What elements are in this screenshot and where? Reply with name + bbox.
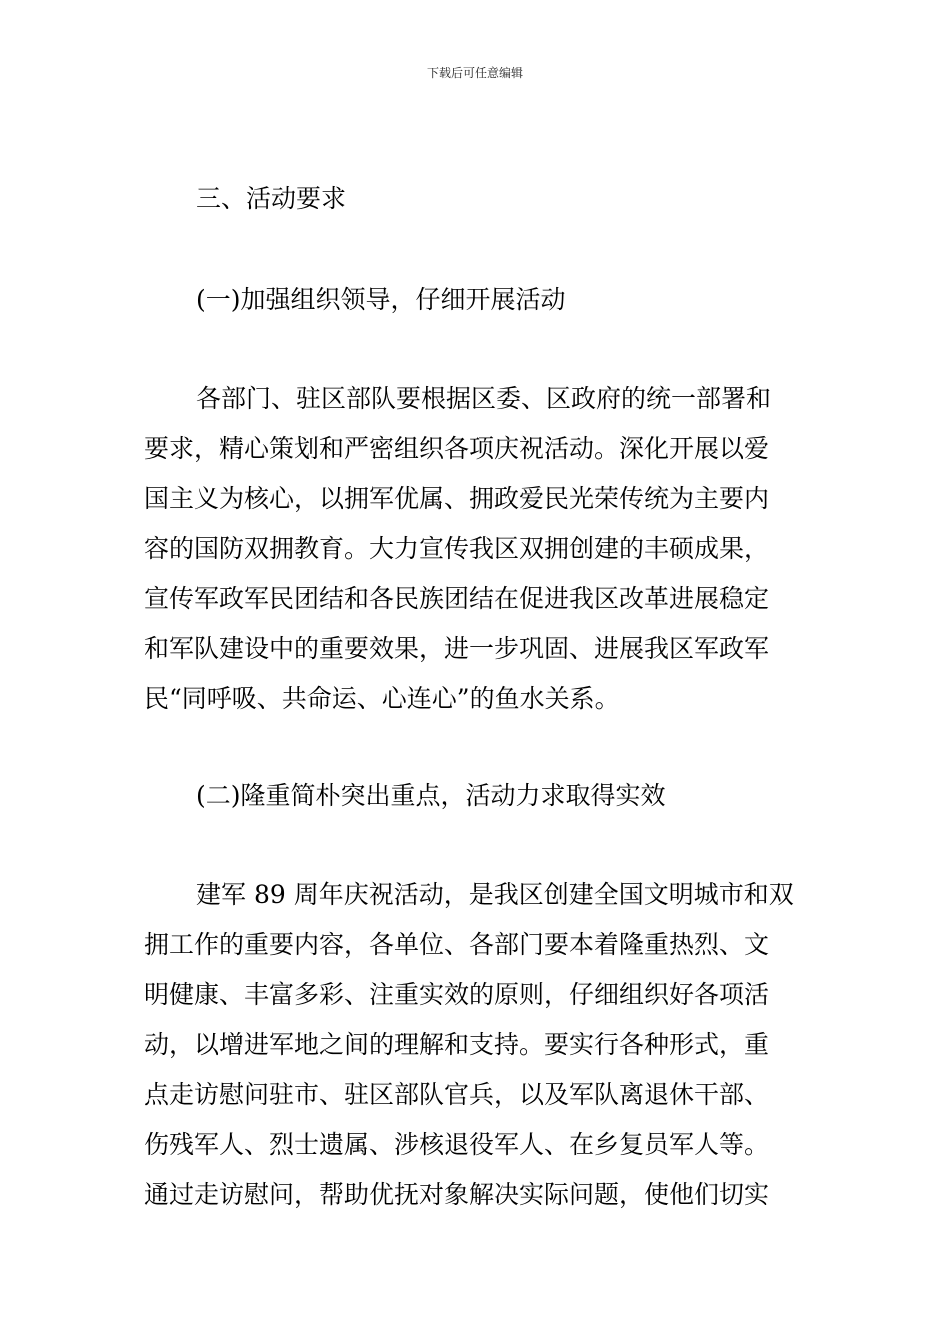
- paragraph-line: 要求，精心策划和严密组织各项庆祝活动。深化开展以爱: [144, 434, 770, 463]
- subsection-title-2: (二)隆重简朴突出重点，活动力求取得实效: [196, 781, 666, 810]
- paragraph-line: 宣传军政军民团结和各民族团结在促进我区改革进展稳定: [144, 584, 770, 613]
- paragraph-line: 民“同呼吸、共命运、心连心”的鱼水关系。: [144, 684, 620, 713]
- paragraph-1: [144, 374, 808, 724]
- section-title: 三、活动要求: [196, 184, 347, 213]
- paragraph-line: 通过走访慰问，帮助优抚对象解决实际问题，使他们切实: [144, 1180, 770, 1209]
- paragraph-line: 容的国防双拥教育。大力宣传我区双拥创建的丰硕成果，: [144, 534, 770, 563]
- paragraph-line: 各部门、驻区部队要根据区委、区政府的统一部署和: [196, 384, 772, 413]
- paragraph-2: [144, 870, 808, 1220]
- paragraph-line: 动，以增进军地之间的理解和支持。要实行各种形式，重: [144, 1030, 770, 1059]
- paragraph-line: 点走访慰问驻市、驻区部队官兵，以及军队离退休干部、: [144, 1080, 770, 1109]
- subsection-title-1: (一)加强组织领导，仔细开展活动: [196, 285, 566, 314]
- paragraph-line: 明健康、丰富多彩、注重实效的原则，仔细组织好各项活: [144, 980, 770, 1009]
- paragraph-line: 拥工作的重要内容，各单位、各部门要本着隆重热烈、文: [144, 930, 770, 959]
- paragraph-line: 和军队建设中的重要效果，进一步巩固、进展我区军政军: [144, 634, 770, 663]
- paragraph-line: 国主义为核心，以拥军优属、拥政爱民光荣传统为主要内: [144, 484, 770, 513]
- paragraph-line: 伤残军人、烈士遗属、涉核退役军人、在乡复员军人等。: [144, 1130, 770, 1159]
- page-header-note: 下载后可任意编辑: [426, 66, 523, 80]
- paragraph-line: 建军 89 周年庆祝活动，是我区创建全国文明城市和双: [196, 880, 794, 909]
